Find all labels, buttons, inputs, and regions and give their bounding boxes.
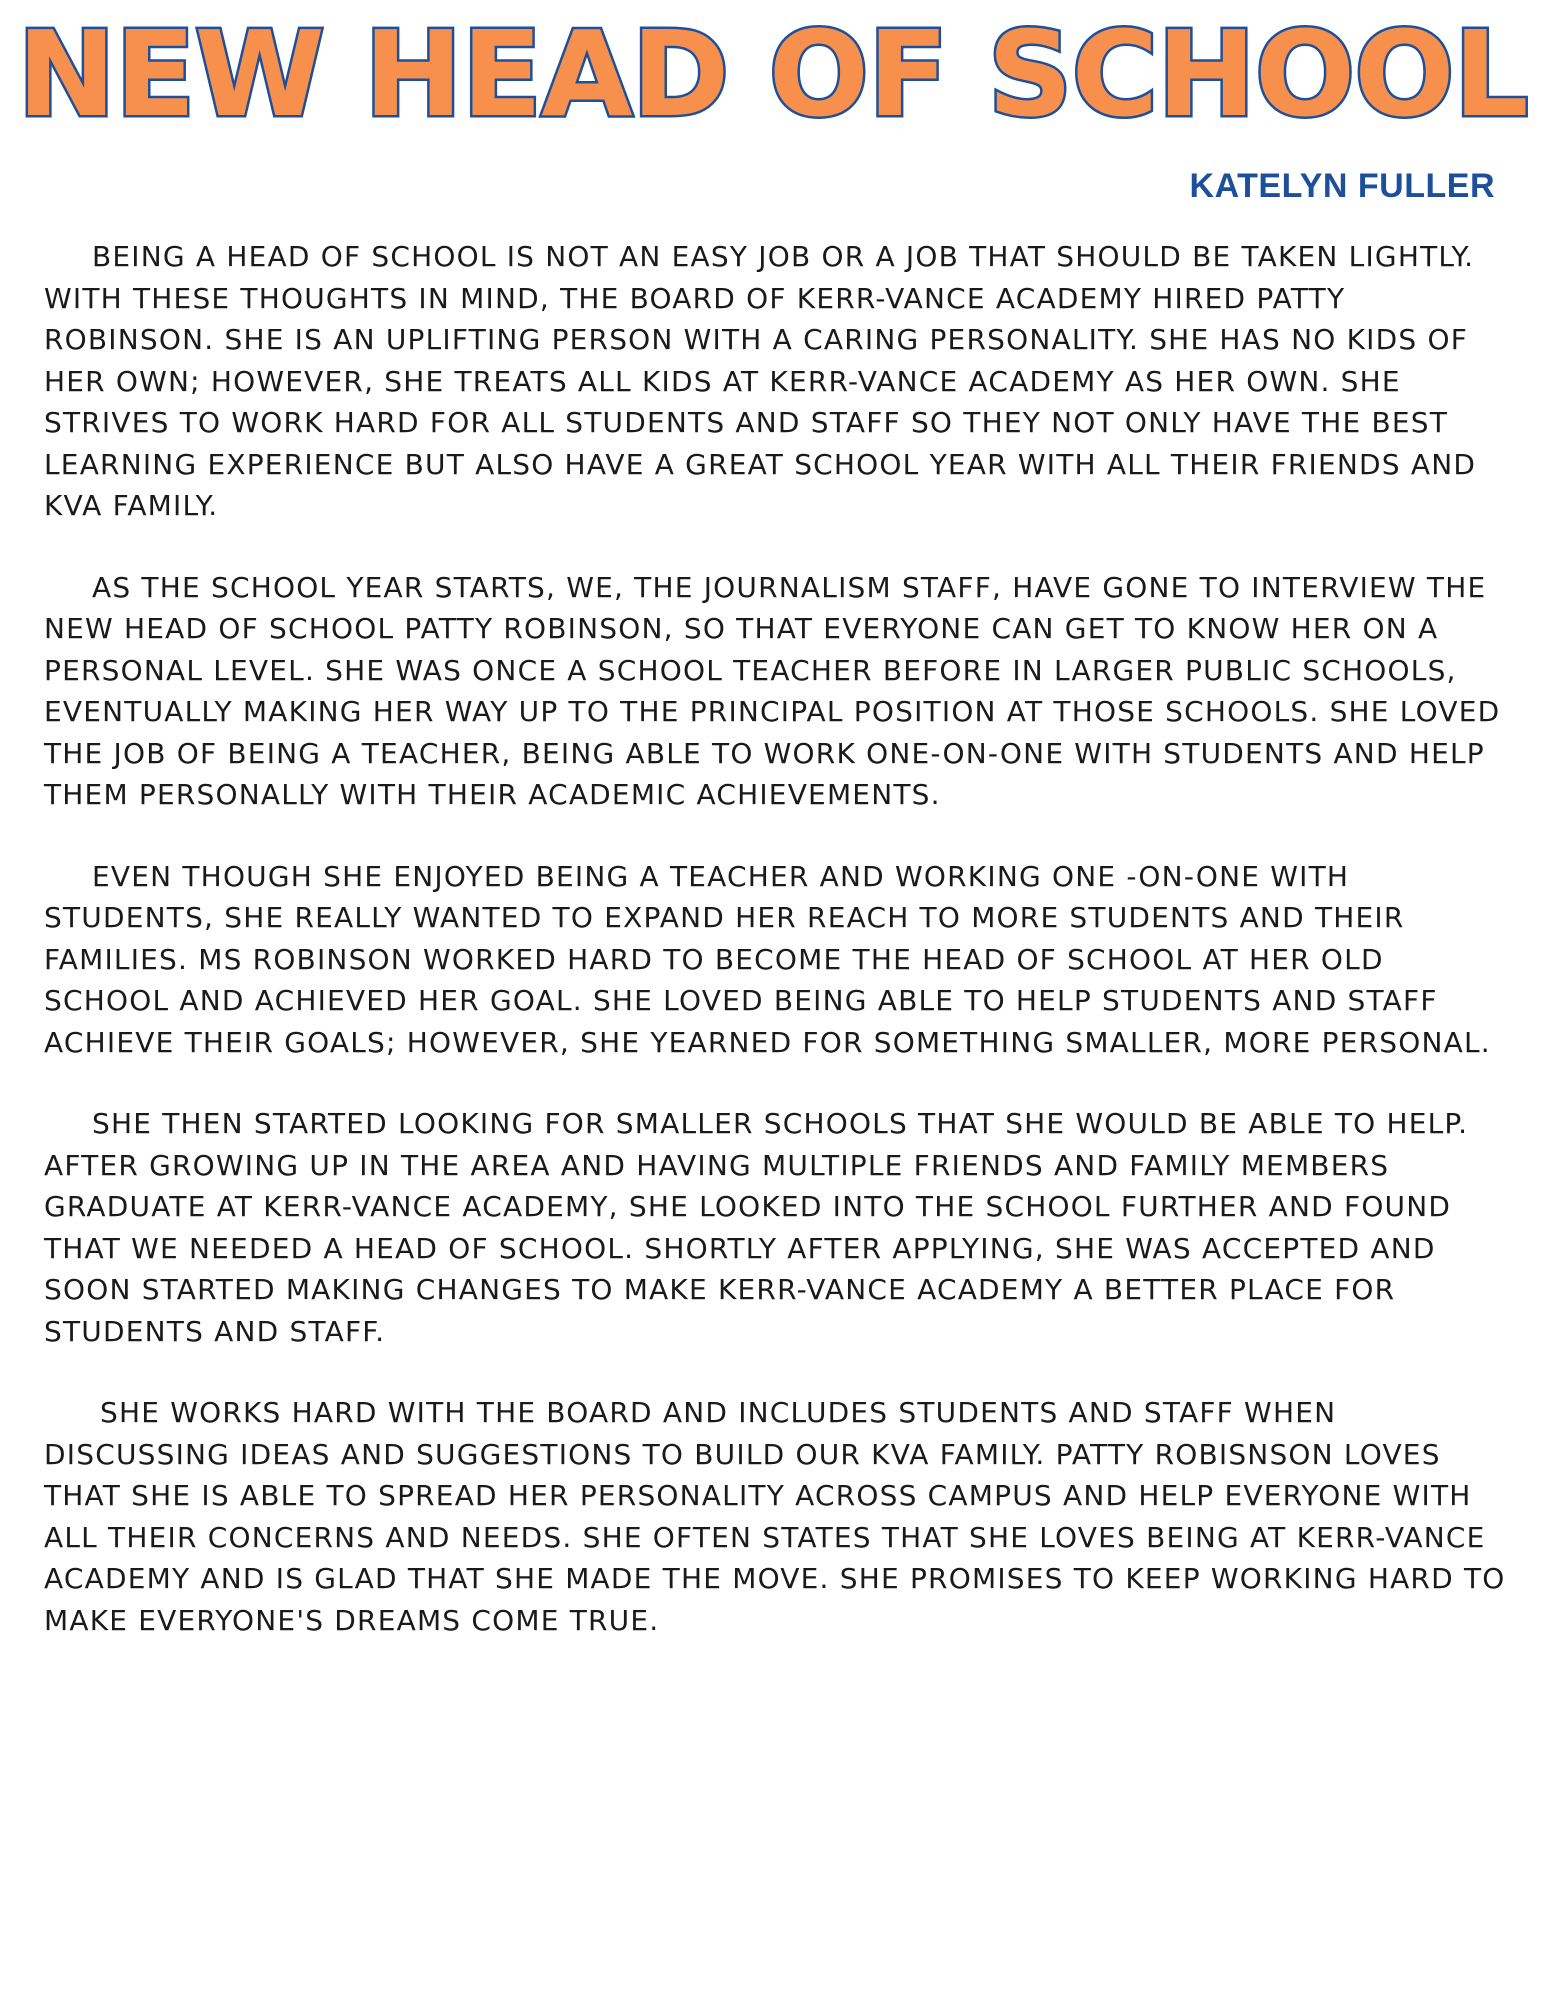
article-paragraph: BEING A HEAD OF SCHOOL IS NOT AN EASY JOB OR A JOB THAT SHOULD BE TAKEN LIGHTLY. WITH THESE THOUGHTS IN MIND, THE BOARD OF KERR-VANCE ACADEMY HIRED PATTY ROBINSON. SHE IS AN UPLIFTING PERSON WITH A CARING PERSONALITY. SHE HAS NO KIDS OF HER OWN; HOWEVER, SHE TREATS ALL KIDS AT KERR-VANCE ACADEMY AS HER OWN. SHE STRIVES TO WORK HARD FOR ALL STUDENTS AND STAFF SO THEY NOT ONLY HAVE THE BEST LEARNING EXPERIENCE BUT ALSO HAVE A GREAT SCHOOL YEAR WITH ALL THEIR FRIENDS AND KVA FAMILY. bbox=[44, 240, 1477, 522]
article-body bbox=[44, 236, 1514, 1681]
article-title: NEW HEAD OF SCHOOL bbox=[17, 5, 1528, 143]
article-paragraph: EVEN THOUGH SHE ENJOYED BEING A TEACHER AND WORKING ONE -ON-ONE WITH STUDENTS, SHE REALLY WANTED TO EXPAND HER REACH TO MORE STUDENTS AND THEIR FAMILIES. MS ROBINSON WORKED HARD TO BECOME THE HEAD OF SCHOOL AT HER OLD SCHOOL AND ACHIEVED HER GOAL. SHE LOVED BEING ABLE TO HELP STUDENTS AND STAFF ACHIEVE THEIR GOALS; HOWEVER, SHE YEARNED FOR SOMETHING SMALLER, MORE PERSONAL. bbox=[44, 859, 1491, 1059]
article-paragraph: SHE THEN STARTED LOOKING FOR SMALLER SCHOOLS THAT SHE WOULD BE ABLE TO HELP. AFTER GROWING UP IN THE AREA AND HAVING MULTIPLE FRIENDS AND FAMILY MEMBERS GRADUATE AT KERR-VANCE ACADEMY, SHE LOOKED INTO THE SCHOOL FURTHER AND FOUND THAT WE NEEDED A HEAD OF SCHOOL. SHORTLY AFTER APPLYING, SHE WAS ACCEPTED AND SOON STARTED MAKING CHANGES TO MAKE KERR-VANCE ACADEMY A BETTER PLACE FOR STUDENTS AND STAFF. bbox=[44, 1107, 1469, 1348]
author-byline: KATELYN FULLER bbox=[1189, 167, 1495, 205]
article-paragraph: AS THE SCHOOL YEAR STARTS, WE, THE JOURNALISM STAFF, HAVE GONE TO INTERVIEW THE NEW HEAD OF SCHOOL PATTY ROBINSON, SO THAT EVERYONE CAN GET TO KNOW HER ON A PERSONAL LEVEL. SHE WAS ONCE A SCHOOL TEACHER BEFORE IN LARGER PUBLIC SCHOOLS, EVENTUALLY MAKING HER WAY UP TO THE PRINCIPAL POSITION AT THOSE SCHOOLS. SHE LOVED THE JOB OF BEING A TEACHER, BEING ABLE TO WORK ONE-ON-ONE WITH STUDENTS AND HELP THEM PERSONALLY WITH THEIR ACADEMIC ACHIEVEMENTS. bbox=[44, 570, 1501, 811]
article-paragraph: SHE WORKS HARD WITH THE BOARD AND INCLUDES STUDENTS AND STAFF WHEN DISCUSSING IDEAS AND SUGGESTIONS TO BUILD OUR KVA FAMILY. PATTY ROBISNSON LOVES THAT SHE IS ABLE TO SPREAD HER PERSONALITY ACROSS CAMPUS AND HELP EVERYONE WITH ALL THEIR CONCERNS AND NEEDS. SHE OFTEN STATES THAT SHE LOVES BEING AT KERR-VANCE ACADEMY AND IS GLAD THAT SHE MADE THE MOVE. SHE PROMISES TO KEEP WORKING HARD TO MAKE EVERYONE'S DREAMS COME TRUE. bbox=[44, 1396, 1506, 1637]
